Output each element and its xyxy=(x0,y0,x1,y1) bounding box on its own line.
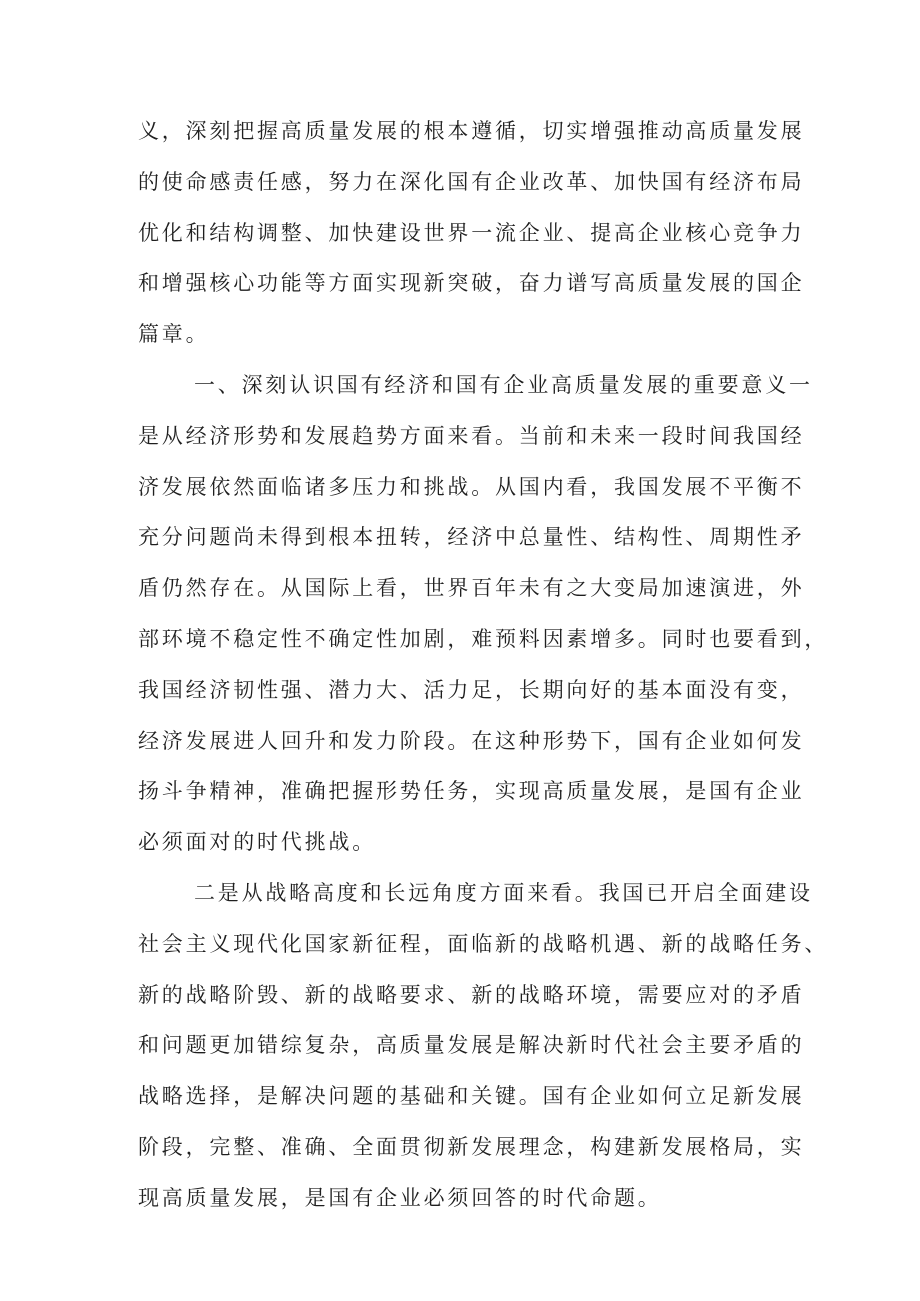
text-line: 新的战略阶毁、新的战略要求、新的战略环境，需要应对的矛盾 xyxy=(138,982,805,1007)
text-line: 我国经济韧性强、潜力大、活力足，长期向好的基本面没有变， xyxy=(138,677,805,702)
text-line: 战略选择，是解决问题的基础和关键。国有企业如何立足新发展 xyxy=(138,1084,805,1109)
text-line: 现高质量发展，是国有企业必须回答的时代命题。 xyxy=(138,1185,662,1210)
document-body xyxy=(138,106,829,1224)
text-line: 济发展依然面临诸多压力和挑战。从国内看，我国发展不平衡不 xyxy=(138,474,805,499)
text-line: 盾仍然存在。从国际上看，世界百年未有之大变局加速演进，外 xyxy=(138,576,805,601)
paragraph-section-two xyxy=(138,868,829,1224)
text-line: 和增强核心功能等方面实现新突破，奋力谱写高质量发展的国企 xyxy=(138,271,805,296)
text-line: 篇章。 xyxy=(138,322,210,347)
text-line: 的使命感责任感，努力在深化国有企业改革、加快国有经济布局 xyxy=(138,169,805,194)
text-line: 阶段，完整、准确、全面贯彻新发展理念，构建新发展格局，实 xyxy=(138,1134,805,1159)
text-line: 一、深刻认识国有经济和国有企业高质量发展的重要意义一 xyxy=(194,372,813,397)
text-line: 部环境不稳定性不确定性加剧，难预料因素增多。同时也要看到， xyxy=(138,626,829,651)
paragraph-continuation xyxy=(138,106,818,360)
text-line: 优化和结构调整、加快建设世界一流企业、提高企业核心竞争力 xyxy=(138,220,805,245)
text-line: 是从经济形势和发展趋势方面来看。当前和未来一段时间我国经 xyxy=(138,423,805,448)
text-line: 经济发展进人回升和发力阶段。在这种形势下，国有企业如何发 xyxy=(138,728,805,753)
text-line: 义，深刻把握高质量发展的根本遵循，切实增强推动高质量发展 xyxy=(138,119,805,143)
text-line: 二是从战略高度和长远角度方面来看。我国已开启全面建设 xyxy=(194,880,813,905)
text-line: 必须面对的时代挑战。 xyxy=(138,830,376,855)
text-line: 和问题更加错综复杂，高质量发展是解决新时代社会主要矛盾的 xyxy=(138,1033,805,1058)
paragraph-section-one xyxy=(138,360,829,868)
text-line: 充分问题尚未得到根本扭转，经济中总量性、结构性、周期性矛 xyxy=(138,525,805,550)
text-line: 扬斗争精神，准确把握形势任务，实现高质量发展，是国有企业 xyxy=(138,779,805,804)
text-line: 社会主义现代化国家新征程，面临新的战略机遇、新的战略任务、 xyxy=(138,931,829,956)
